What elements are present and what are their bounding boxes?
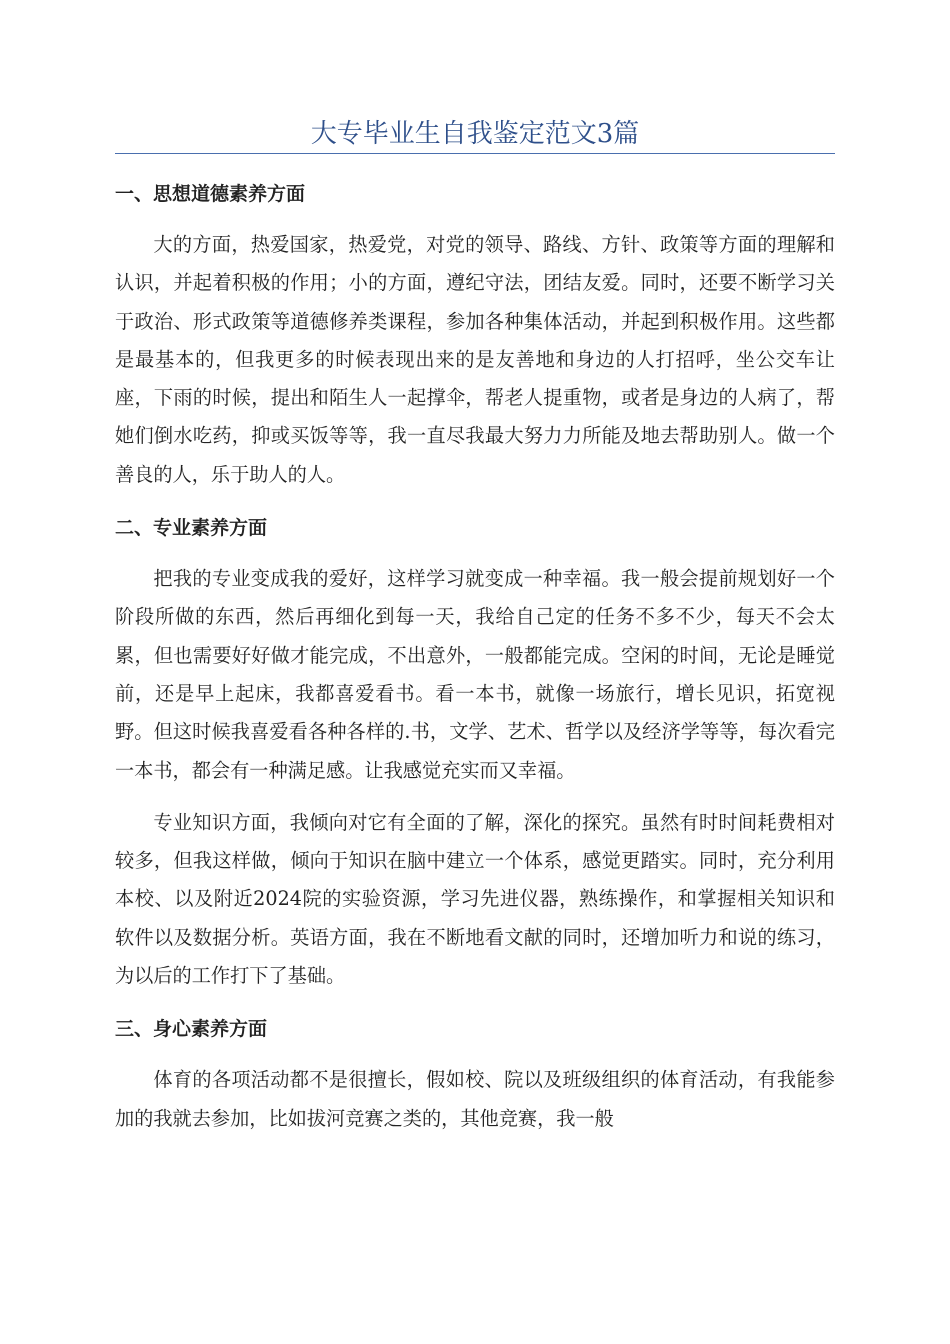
section-heading-moral: 一、思想道德素养方面 bbox=[115, 183, 306, 205]
section-paragraph: 专业知识方面，我倾向对它有全面的了解，深化的探究。虽然有时时间耗费相对较多，但我这样做，倾向于知识在脑中建立一个体系，感觉更踏实。同时，充分利用本校、以及附近2024院的实验资源，学习先进仪器，熟练操作，和掌握相关知识和软件以及数据分析。英语方面，我在不断地看文献的同时，还增加听力和说的练习，为以后的工作打下了基础。 bbox=[115, 810, 835, 988]
section-heading-professional: 二、专业素养方面 bbox=[115, 517, 268, 540]
document-title: 大专毕业生自我鉴定范文3篇 bbox=[310, 119, 640, 149]
section-heading-physical: 三、身心素养方面 bbox=[115, 1018, 268, 1041]
title-underline bbox=[115, 153, 835, 154]
document-body bbox=[115, 174, 835, 1138]
section-paragraph: 体育的各项活动都不是很擅长，假如校、院以及班级组织的体育活动，有我能参加的我就去参加，比如拔河竞赛之类的，其他竞赛，我一般 bbox=[115, 1068, 835, 1130]
section-paragraph: 把我的专业变成我的爱好，这样学习就变成一种幸福。我一般会提前规划好一个阶段所做的东西，然后再细化到每一天，我给自己定的任务不多不少，每天不会太累，但也需要好好做才能完成，不出意外，一般都能完成。空闲的时间，无论是睡觉前，还是早上起床，我都喜爱看书。看一本书，就像一场旅行，增长见识，拓宽视野。但这时候我喜爱看各种各样的.书，文学、艺术、哲学以及经济学等等，每次看完一本书，都会有一种满足感。让我感觉充实而又幸福。 bbox=[115, 567, 835, 782]
section-paragraph: 大的方面，热爱国家，热爱党，对党的领导、路线、方针、政策等方面的理解和认识，并起着积极的作用；小的方面，遵纪守法，团结友爱。同时，还要不断学习关于政治、形式政策等道德修养类课程，参加各种集体活动，并起到积极作用。这些都是最基本的，但我更多的时候表现出来的是友善地和身边的人打招呼，坐公交车让座，下雨的时候，提出和陌生人一起撑伞，帮老人提重物，或者是身边的人病了，帮她们倒水吃药，抑或买饭等等，我一直尽我最大努力力所能及地去帮助别人。做一个善良的人，乐于助人的人。 bbox=[115, 233, 835, 486]
